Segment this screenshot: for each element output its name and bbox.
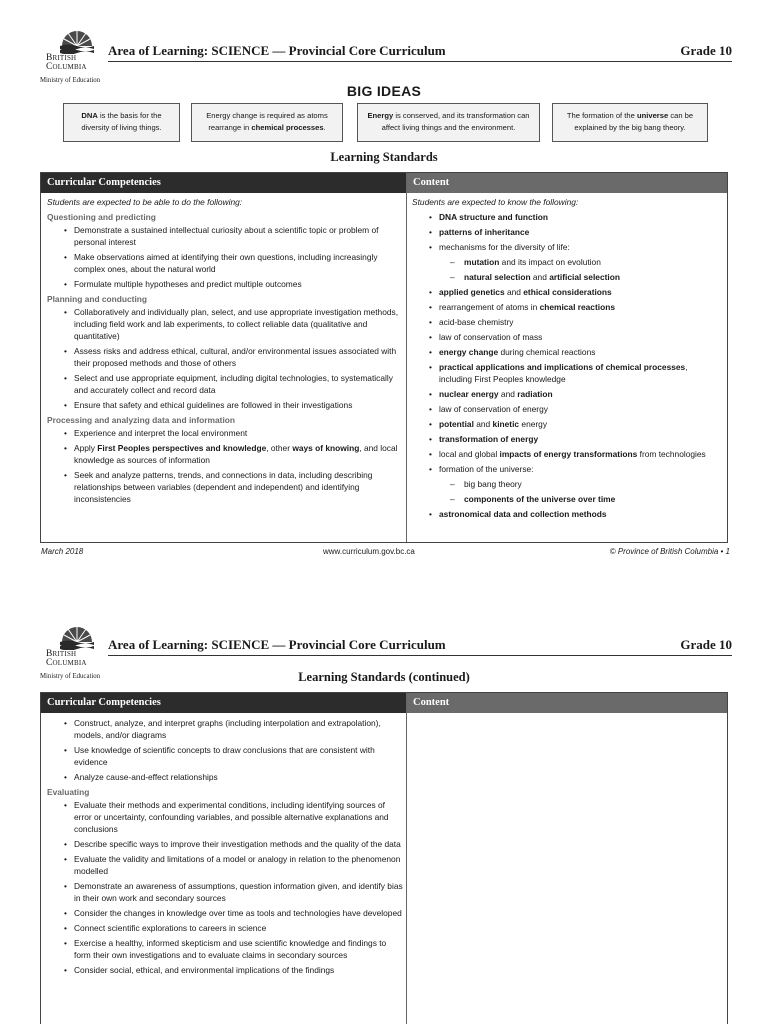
big-ideas-title: BIG IDEAS [346, 83, 422, 99]
item-text: big bang theory [464, 479, 522, 489]
column-divider [406, 693, 407, 1024]
list-item: • Collaboratively and individually plan, select, and use appropriate investigation methods, including field work and lab experiments, to collect reliable data (qualitative and quantitative) [47, 306, 403, 342]
list-item [412, 301, 722, 313]
competencies-intro: Students are expected to be able to do the following: [47, 197, 243, 207]
list-item: • Connect scientific explorations to careers in science [47, 922, 403, 934]
content-header: Content [407, 173, 727, 193]
item-text: and [498, 389, 518, 399]
list-item [412, 508, 722, 520]
sun-mountain-icon [58, 620, 96, 650]
bc-logo [38, 24, 108, 84]
big-idea-3 [357, 103, 540, 142]
header-divider [108, 655, 732, 656]
big-idea-4-bold: universe [636, 111, 669, 120]
list-item [412, 463, 722, 475]
list-item: • Use knowledge of scientific concepts to draw conclusions that are consistent with evidence [47, 744, 403, 768]
item-text: law of conservation of mass [439, 332, 543, 342]
item-bold-text: practical applications and implications of chemical processes [439, 362, 686, 372]
bullet-list [412, 211, 722, 253]
item-bold-text: chemical reactions [539, 302, 615, 312]
footer-copyright: © Province of British Columbia • 1 [609, 547, 730, 556]
grade-label: Grade 10 [680, 43, 732, 58]
list-item [412, 226, 722, 238]
list-item: • Seek and analyze patterns, trends, and connections in data, including describing relationships between variables (dependent and independent) and identifying inconsistencies [47, 469, 403, 505]
list-item: • Consider the changes in knowledge over time as tools and technologies have developed [47, 907, 403, 919]
section-heading: Questioning and predicting [47, 212, 156, 222]
content-column [412, 193, 722, 523]
item-bold-text: transformation of energy [439, 434, 539, 444]
learning-standards-table-continued [40, 692, 728, 1024]
learning-standards-title: Learning Standards (continued) [298, 670, 470, 684]
list-item: • Assess risks and address ethical, cultural, and/or environmental issues associated with their proposed methods and those of others [47, 345, 403, 369]
bullet-list [47, 427, 403, 505]
bullet-list [47, 224, 403, 290]
item-text: mechanisms for the diversity of life: [439, 242, 570, 252]
big-idea-4-text: The formation of the [566, 111, 637, 120]
list-item: • Ensure that safety and ethical guidelines are followed in their investigations [47, 399, 403, 411]
column-divider [406, 173, 407, 542]
list-item: • Make observations aimed at identifying their own questions, including increasingly complex ones, about the natural world [47, 251, 403, 275]
header-divider [108, 61, 732, 62]
learning-standards-title: Learning Standards [330, 150, 438, 164]
competencies-header: Curricular Competencies [41, 693, 407, 713]
ministry-label: Ministry of Education [40, 77, 101, 84]
item-bold-text: radiation [517, 389, 553, 399]
list-item [412, 418, 722, 430]
item-bold-text: potential [439, 419, 474, 429]
list-item: • Select and use appropriate equipment, including digital technologies, to systematically and accurately collect and record data [47, 372, 403, 396]
sub-list-item [412, 493, 722, 505]
bullet-list [412, 508, 722, 520]
item-text: , including First Peoples knowledge [439, 362, 688, 384]
page-title: Area of Learning: SCIENCE — Provincial Core Curriculum [108, 637, 446, 652]
big-idea-3-bold: Energy [367, 111, 394, 120]
big-idea-1-bold: DNA [81, 111, 98, 120]
section-heading: Processing and analyzing data and information [47, 415, 236, 425]
list-item [412, 448, 722, 460]
list-item [412, 361, 722, 385]
list-item [412, 286, 722, 298]
sun-mountain-icon [58, 24, 96, 54]
item-text: from technologies [637, 449, 706, 459]
item-text: Apply [74, 443, 98, 453]
item-bold-text: artificial selection [549, 272, 620, 282]
content-header: Content [407, 693, 727, 713]
item-bold-text: ways of knowing [292, 443, 360, 453]
content-intro: Students are expected to know the following: [412, 197, 579, 207]
bullet-list [47, 799, 403, 976]
item-bold-text: energy change [439, 347, 499, 357]
item-text: local and global [439, 449, 500, 459]
item-bold-text: natural selection [464, 272, 531, 282]
page-2 [0, 616, 768, 1024]
list-item: • Formulate multiple hypotheses and predict multiple outcomes [47, 278, 403, 290]
list-item: • Consider social, ethical, and environmental implications of the findings [47, 964, 403, 976]
grade-label: Grade 10 [680, 637, 732, 652]
bullet-list [47, 306, 403, 411]
list-item: • Demonstrate a sustained intellectual curiosity about a scientific topic or problem of personal interest [47, 224, 403, 248]
list-item: • Construct, analyze, and interpret graphs (including interpolation and extrapolation), models, and/or diagrams [47, 717, 403, 741]
big-ideas [63, 103, 708, 142]
item-bold-text: ethical considerations [523, 287, 612, 297]
bullet-list [47, 717, 403, 783]
list-item [412, 346, 722, 358]
item-bold-text: kinetic [492, 419, 520, 429]
item-text: during chemical reactions [498, 347, 596, 357]
item-bold-text: mutation [464, 257, 500, 267]
item-bold-text: components of the universe over time [464, 494, 616, 504]
item-bold-text: patterns of inheritance [439, 227, 530, 237]
list-item: • Demonstrate an awareness of assumptions, question information given, and identify bias in their own work and secondary sources [47, 880, 403, 904]
item-bold-text: astronomical data and collection methods [439, 509, 607, 519]
sub-list-item [412, 256, 722, 268]
list-item: • Evaluate their methods and experimental conditions, including identifying sources of error or uncertainty, confounding variables, and possible alternative explanations and conclusions [47, 799, 403, 835]
bullet-list [412, 286, 722, 475]
big-idea-2-post: . [323, 123, 326, 132]
item-text: energy [519, 419, 548, 429]
list-item [412, 331, 722, 343]
competencies-header: Curricular Competencies [41, 173, 407, 193]
list-item [412, 388, 722, 400]
big-idea-3-text: is conserved, and its transformation can affect living things and the environment. [381, 111, 530, 132]
footer-date: March 2018 [41, 547, 84, 556]
big-idea-4-post: can be explained by the big bang theory. [574, 111, 694, 132]
item-bold-text: impacts of energy transformations [499, 449, 638, 459]
item-bold-text: DNA structure and function [439, 212, 549, 222]
item-text: , other [266, 443, 293, 453]
big-idea-2-text: Energy change is required as atoms rearrange in [206, 111, 328, 132]
list-item: • Experience and interpret the local environment [47, 427, 403, 439]
sub-list-item [412, 478, 722, 490]
sub-list [412, 478, 722, 505]
section-heading: Evaluating [47, 787, 90, 797]
footer-url[interactable]: www.curriculum.gov.bc.ca [323, 547, 415, 556]
big-idea-1-text: is the basis for the diversity of living things. [81, 111, 162, 132]
competencies-list [47, 717, 403, 976]
list-item [412, 403, 722, 415]
competencies-column [47, 717, 403, 979]
learning-standards-table [40, 172, 728, 543]
item-text: and its impact on evolution [499, 257, 601, 267]
ministry-label: Ministry of Education [40, 673, 101, 680]
list-item: • Describe specific ways to improve their investigation methods and the quality of the data [47, 838, 403, 850]
content-list [412, 211, 722, 520]
list-item [412, 241, 722, 253]
item-text: rearrangement of atoms in [439, 302, 540, 312]
item-text: and [530, 272, 550, 282]
list-item [412, 433, 722, 445]
big-idea-2 [191, 103, 343, 142]
competencies-list [47, 211, 403, 505]
item-text: formation of the universe: [439, 464, 534, 474]
list-item [412, 211, 722, 223]
list-item: • Exercise a healthy, informed skepticism and use scientific knowledge and findings to form their own investigations and to evaluate claims in secondary sources [47, 937, 403, 961]
page-title: Area of Learning: SCIENCE — Provincial Core Curriculum [108, 43, 446, 58]
competencies-column [47, 193, 403, 508]
big-idea-2-bold: chemical processes [251, 123, 324, 132]
logo-line-1: British [46, 649, 77, 659]
list-item [47, 442, 403, 466]
list-item: • Evaluate the validity and limitations of a model or analogy in relation to the phenomenon modelled [47, 853, 403, 877]
logo-line-2: Columbia [46, 658, 87, 668]
big-idea-1 [63, 103, 180, 142]
item-text: law of conservation of energy [439, 404, 548, 414]
item-text: and [504, 287, 524, 297]
item-bold-text: First Peoples perspectives and knowledge [97, 443, 267, 453]
item-bold-text: nuclear energy [439, 389, 499, 399]
big-idea-4 [552, 103, 708, 142]
list-item: • Analyze cause-and-effect relationships [47, 771, 403, 783]
item-text: acid-base chemistry [439, 317, 514, 327]
list-item [412, 316, 722, 328]
item-text: , and local knowledge as sources of information [74, 443, 398, 465]
section-heading: Planning and conducting [47, 294, 148, 304]
logo-line-2: Columbia [46, 62, 87, 72]
sub-list [412, 256, 722, 283]
logo-line-1: British [46, 53, 77, 63]
item-bold-text: applied genetics [439, 287, 505, 297]
item-text: and [473, 419, 493, 429]
sub-list-item [412, 271, 722, 283]
